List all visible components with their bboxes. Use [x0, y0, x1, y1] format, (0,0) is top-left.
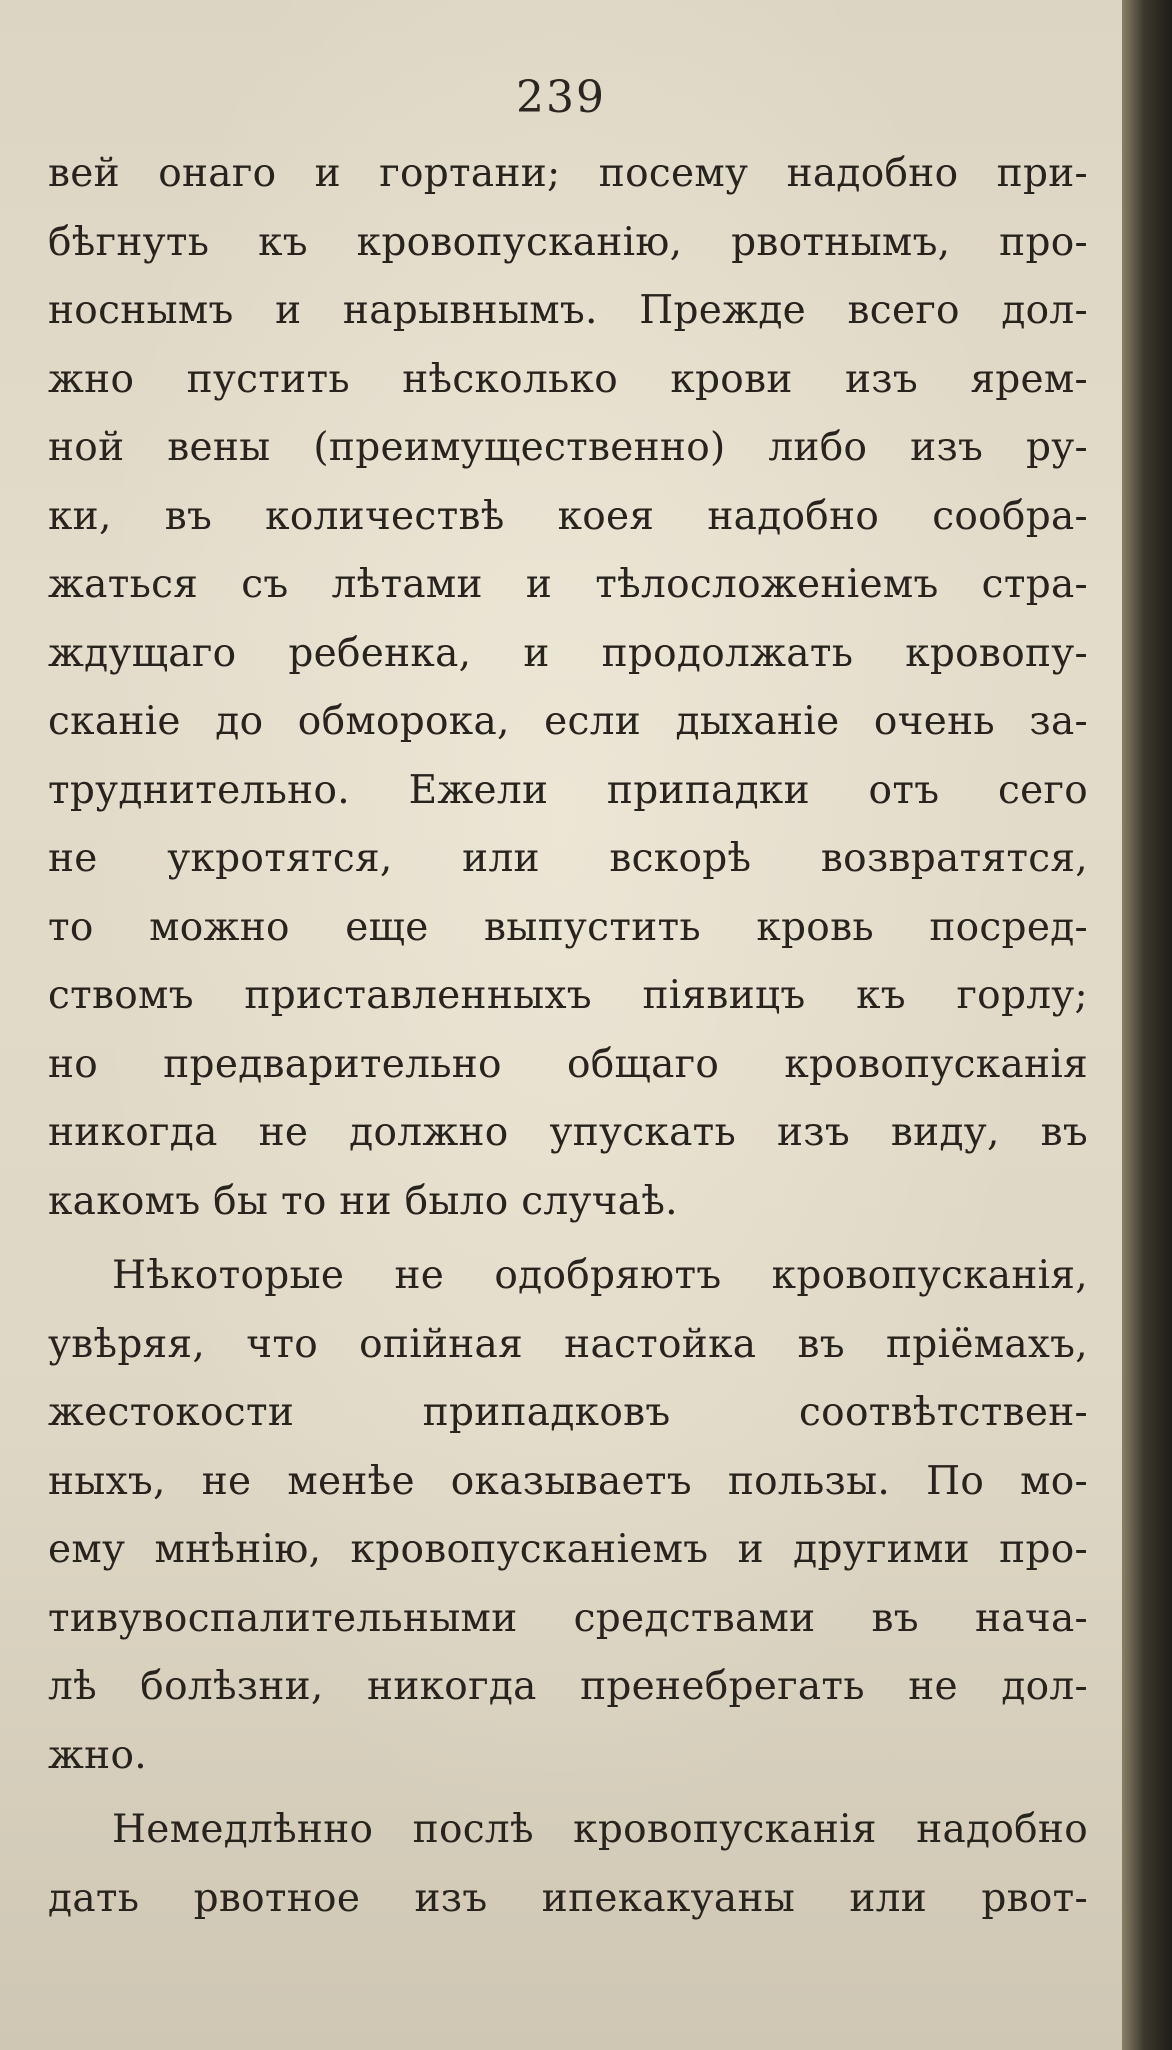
text-line: бѣгнуть къ кровопусканію, рвотнымъ, про-	[48, 219, 1088, 265]
text-line: лѣ болѣзни, никогда пренебрегать не дол-	[48, 1664, 1088, 1709]
text-line: вей онаго и гортани; посему надобно при-	[48, 151, 1088, 196]
text-line: но предварительно общаго кровопусканія	[48, 1041, 1088, 1087]
text-line: Немедлѣнно послѣ кровопусканія надобно	[112, 1807, 1088, 1852]
text-line: жестокости припадковъ соотвѣтствен-	[48, 1390, 1088, 1435]
text-line: жаться съ лѣтами и тѣлосложеніемъ стра-	[48, 562, 1088, 607]
text-line: Нѣкоторые не одобряютъ кровопусканія,	[112, 1253, 1088, 1298]
text-line: ствомъ приставленныхъ піявицъ къ горлу;	[48, 973, 1088, 1018]
paragraph-1	[48, 140, 1088, 1236]
book-spine-edge	[1122, 0, 1172, 2050]
text-line: увѣряя, что опійная настойка въ пріёмахъ,	[48, 1321, 1088, 1367]
text-line: ждущаго ребенка, и продолжать кровопу-	[48, 630, 1088, 676]
page-number: 239	[516, 72, 606, 123]
paragraph-3	[48, 1796, 1088, 1933]
text-line: ныхъ, не менѣе оказываетъ пользы. По мо-	[48, 1458, 1088, 1504]
body-text	[48, 140, 1088, 1933]
text-line: ки, въ количествѣ коея надобно сообра-	[48, 493, 1088, 539]
text-line: дать рвотное изъ ипекакуаны или рвот-	[48, 1875, 1088, 1921]
text-line: то можно еще выпустить кровь посред-	[48, 904, 1088, 950]
text-line: не укротятся, или вскорѣ возвратятся,	[48, 836, 1088, 881]
text-line: труднительно. Ежели припадки отъ сего	[48, 767, 1088, 813]
text-line: какомъ бы то ни было случаѣ.	[48, 1178, 678, 1224]
text-line: никогда не должно упускать изъ виду, въ	[48, 1110, 1088, 1155]
paragraph-2	[48, 1242, 1088, 1790]
text-line: жно.	[48, 1732, 147, 1778]
text-line: сканіе до обморока, если дыханіе очень за-	[48, 699, 1088, 744]
text-line: тивувоспалительными средствами въ нача-	[48, 1595, 1088, 1641]
text-line: ему мнѣнію, кровопусканіемъ и другими про-	[48, 1527, 1088, 1572]
text-line: носнымъ и нарывнымъ. Прежде всего дол-	[48, 288, 1088, 333]
text-line: жно пустить нѣсколько крови изъ ярем-	[48, 356, 1088, 402]
text-line: ной вены (преимущественно) либо изъ ру-	[48, 425, 1088, 470]
